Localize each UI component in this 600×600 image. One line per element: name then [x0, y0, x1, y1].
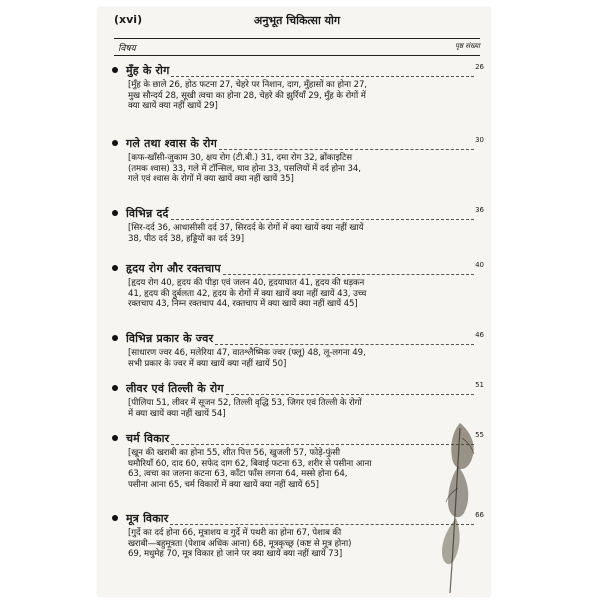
column-subject-label: विषय	[118, 44, 136, 54]
bullet-icon	[112, 210, 118, 216]
bullet-icon	[112, 435, 118, 441]
section-title: हृदय रोग और रक्तचाप	[126, 262, 221, 275]
section-topics	[128, 398, 472, 419]
leader-line	[223, 274, 474, 275]
bullet-icon	[112, 265, 118, 271]
topic-line: 38, पीठ दर्द 38, हड्डियों का दर्द 39]	[128, 233, 244, 244]
topic-line: 63, त्वचा का जलना कटना 63, काँटा फाँस लगना 64, मस्से होना 64,	[128, 469, 348, 480]
bullet-icon	[112, 140, 118, 146]
topic-line: [गुर्दे का दर्द होना 66, मूत्राशय व गुर्दे में पथरी का होना 67, पेशाब की	[128, 528, 342, 538]
topic-line: 41, हृदय की दुर्बलता 42, हृदय के रोगों में क्या खायें क्या नहीं खायें 43, उच्च	[128, 288, 367, 299]
section-topics	[128, 348, 472, 369]
bullet-icon	[112, 385, 118, 391]
leader-line	[215, 344, 474, 345]
section-title: विभिन्न प्रकार के ज्वर	[126, 332, 214, 345]
topic-line: [साधारण ज्वर 46, मलेरिया 47, वातश्लैष्मिक ज्वर (फ्लू) 48, लू-लगना 49,	[128, 348, 366, 358]
topic-line: [कफ-खाँसी-जुकाम 30, क्षय रोग (टी.बी.) 31, दमा रोग 32, ब्रोंकाइटिस	[128, 153, 352, 163]
topic-line: में क्या खायें क्या नहीं खायें 54]	[128, 408, 226, 419]
topic-line: [खून की खराबी का होना 55, शीत पित्त 56, खुजली 57, फोड़े-फुंसी	[128, 448, 341, 458]
leader-line	[171, 444, 474, 445]
section-title: मुँह के रोग	[126, 64, 170, 77]
topic-line: 69, मधुमेह 70, मूत्र विकार हो जाने पर क्या खायें क्या नहीं खायें 73]	[128, 549, 343, 560]
section-page-number: 66	[475, 511, 484, 519]
bullet-icon	[112, 67, 118, 73]
bullet-icon	[112, 335, 118, 341]
topic-line: (तमक श्वास) 33, गले में टॉन्सिल, घाव होना 33, पसलियों में दर्द होना 34,	[128, 163, 361, 174]
pressed-leaf-stain	[432, 418, 482, 596]
leader-line	[171, 76, 474, 77]
topic-line: क्या खायें क्या नहीं खायें 29]	[128, 101, 218, 112]
section-topics	[128, 80, 472, 112]
section-page-number: 26	[475, 63, 484, 71]
section-page-number: 51	[475, 381, 484, 389]
section-page-number: 55	[475, 431, 484, 439]
leader-line	[226, 394, 474, 395]
leader-line	[170, 524, 474, 525]
topic-line: गले एवं श्वास के रोगों में क्या खायें क्या नहीं खायें 35]	[128, 174, 294, 185]
section-title: गले तथा श्वास के रोग	[126, 137, 217, 150]
topic-line: पसीना आना 65, चर्म विकारों में क्या खायें क्या नहीं खायें 65]	[128, 479, 319, 490]
section-topics	[128, 223, 472, 244]
leader-line	[219, 149, 474, 150]
book-page	[98, 8, 490, 596]
column-header-row	[114, 38, 480, 56]
topic-line: रक्तचाप 43, निम्न रक्तचाप 44, रक्तचाप में क्या खायें क्या नहीं खायें 45]	[128, 299, 358, 310]
topic-line: [पीलिया 51, लीवर में सूजन 52, तिल्ली वृद्धि 53, जिगर एवं तिल्ली के रोगों	[128, 398, 362, 408]
page-header	[114, 13, 480, 31]
section-page-number: 30	[475, 136, 484, 144]
section-topics	[128, 153, 472, 185]
book-title: अनुभूत चिकित्सा योग	[253, 14, 341, 27]
bullet-icon	[112, 515, 118, 521]
section-page-number: 40	[475, 261, 484, 269]
topic-line: [मुँह के छाले 26, होठ फटना 27, चेहरे पर निशान, दाग, मुँहासों का होना 27,	[128, 80, 367, 90]
topic-line: [सिर-दर्द 36, आधासीसी दर्द 37, सिरदर्द के रोगों में क्या खायें क्या नहीं खायें	[128, 223, 364, 233]
section-topics	[128, 278, 472, 310]
section-title: लीवर एवं तिल्ली के रोग	[126, 382, 224, 395]
section-title: चर्म विकार	[126, 432, 170, 445]
section-topics	[128, 448, 472, 490]
leader-line	[171, 219, 474, 220]
section-title: विभिन्न दर्द	[126, 207, 169, 220]
topic-line: खराबी—बहुमूत्रता (पेशाब अधिक आना) 68, मूत्रकृच्छ्र (कष्ट से मूत्र होना)	[128, 538, 352, 549]
section-topics	[128, 528, 472, 560]
section-page-number: 36	[475, 206, 484, 214]
section-page-number: 46	[475, 331, 484, 339]
topic-line: घमौरियाँ 60, दाद 60, सफेद दाग 62, बिवाई फटना 63, शरीर से पसीना आना	[128, 458, 372, 469]
topic-line: [हृदय रोग 40, हृदय की पीड़ा एवं जलन 40, हृदयाघात 41, हृदय की धड़कन	[128, 278, 365, 288]
section-title: मूत्र विकार	[126, 512, 169, 525]
topic-line: मुख सौन्दर्य 28, सूखी त्वचा का होना 28, चेहरे की झुर्रियाँ 29, मुँह के रोगों में	[128, 90, 366, 101]
page-number: (xvi)	[114, 13, 143, 26]
topic-line: सभी प्रकार के ज्वर में क्या खायें क्या नहीं खायें 50]	[128, 358, 287, 369]
column-page-label: पृष्ठ संख्या	[454, 42, 480, 50]
